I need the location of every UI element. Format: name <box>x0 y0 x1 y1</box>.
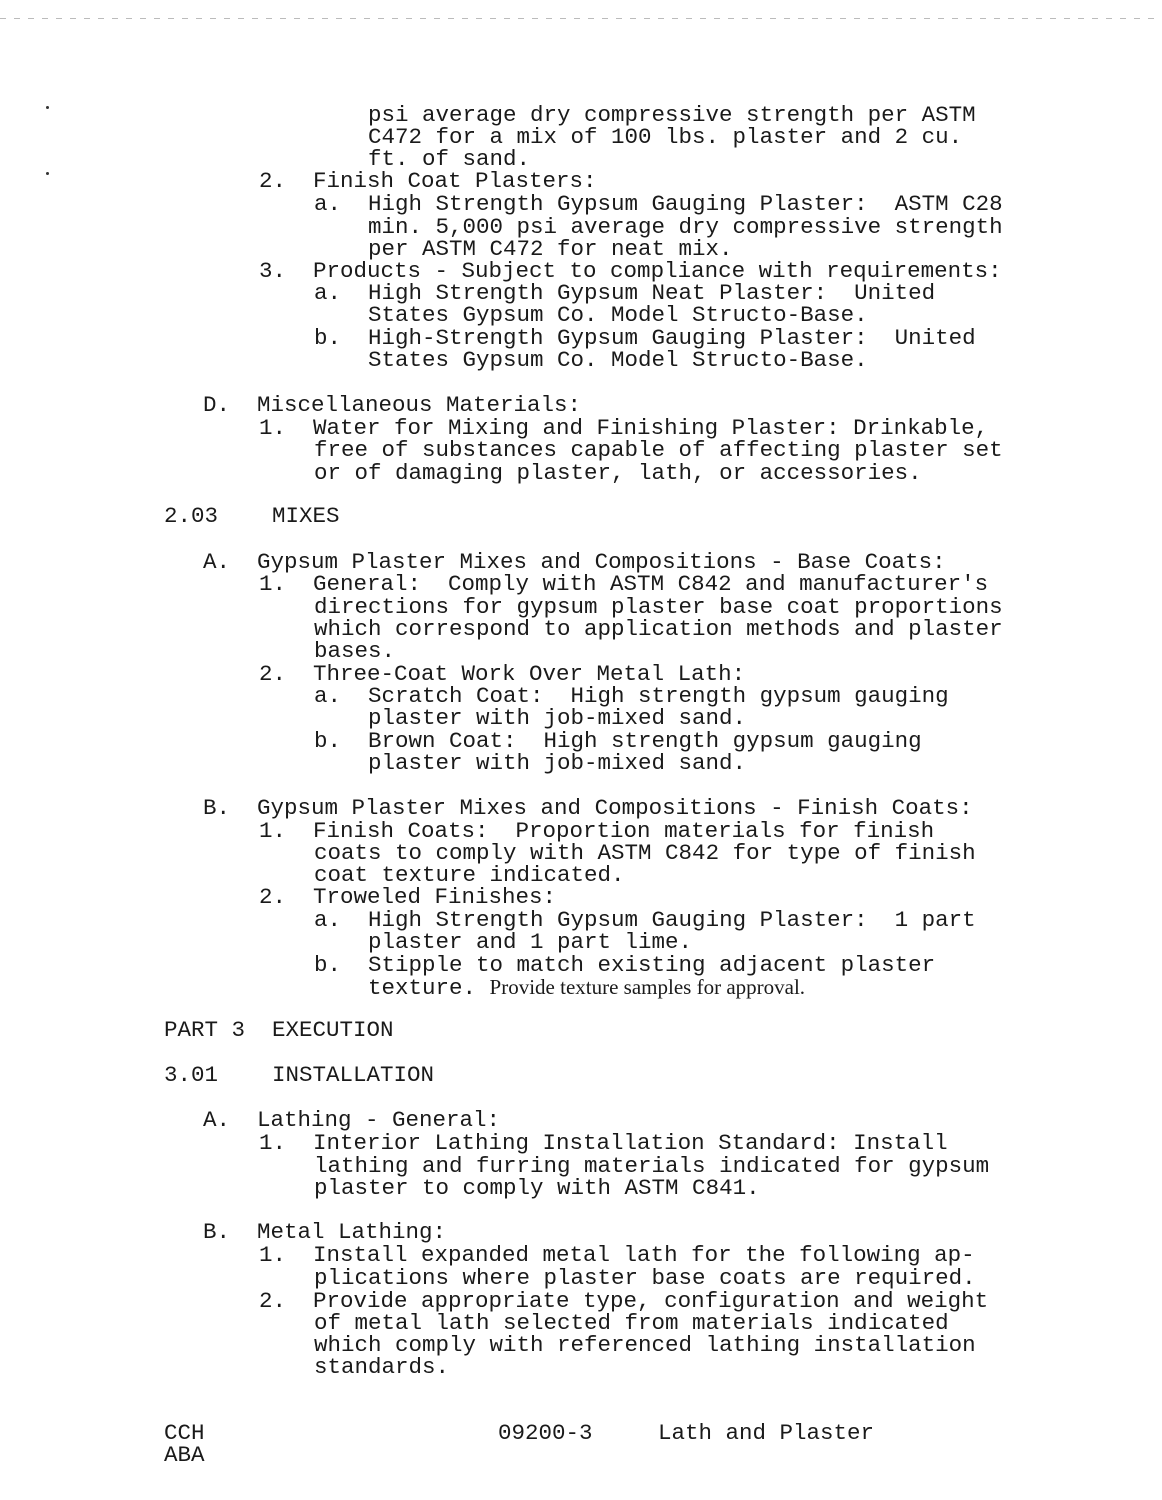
section-heading: 2.03 MIXES <box>164 503 340 529</box>
text-line: a. Scratch Coat: High strength gypsum gauging <box>314 683 949 709</box>
text-line: directions for gypsum plaster base coat proportions <box>314 594 1003 620</box>
section-heading: A. Lathing - General: <box>203 1107 501 1133</box>
texture-word: texture. <box>368 975 477 1001</box>
text-line: lathing and furring materials indicated for gypsum <box>314 1153 990 1179</box>
footer-page-code: 09200-3 <box>498 1420 593 1446</box>
text-line: b. Brown Coat: High strength gypsum gauging <box>314 728 922 754</box>
text-line: ft. of sand. <box>368 146 531 172</box>
text-line: bases. <box>314 638 396 664</box>
text-line: plaster and 1 part lime. <box>368 929 693 955</box>
text-line: plications where plaster base coats are required. <box>314 1265 976 1291</box>
scan-speck <box>46 106 49 109</box>
text-line: which correspond to application methods and plaster <box>314 616 1003 642</box>
text-line: b. Stipple to match existing adjacent plaster <box>314 952 936 978</box>
text-line: 1. Interior Lathing Installation Standard: Install <box>259 1130 948 1156</box>
text-line: b. High-Strength Gypsum Gauging Plaster: United <box>314 325 976 351</box>
text-line <box>368 976 805 999</box>
text-line: 1. Water for Mixing and Finishing Plaster: Drinkable, <box>259 415 989 441</box>
text-line: a. High Strength Gypsum Neat Plaster: United <box>314 280 936 306</box>
text-line: 1. Finish Coats: Proportion materials for finish <box>259 818 935 844</box>
scan-speck <box>46 172 49 175</box>
text-line: or of damaging plaster, lath, or accessories. <box>314 460 922 486</box>
text-line: 2. Troweled Finishes: <box>259 884 557 910</box>
text-line: free of substances capable of affecting plaster set <box>314 437 1003 463</box>
section-heading: B. Metal Lathing: <box>203 1219 447 1245</box>
part-heading: PART 3 EXECUTION <box>164 1017 394 1043</box>
text-line: 2. Provide appropriate type, configuration and weight <box>259 1288 989 1314</box>
text-line: States Gypsum Co. Model Structo-Base. <box>368 302 868 328</box>
text-line: 2. Three-Coat Work Over Metal Lath: <box>259 661 746 687</box>
text-line: 1. Install expanded metal lath for the following ap- <box>259 1242 975 1268</box>
text-line: per ASTM C472 for neat mix. <box>368 236 733 262</box>
section-heading: D. Miscellaneous Materials: <box>203 392 582 418</box>
text-line: of metal lath selected from materials indicated <box>314 1310 949 1336</box>
text-line: psi average dry compressive strength per ASTM <box>368 102 976 128</box>
text-line: coat texture indicated. <box>314 862 625 888</box>
text-line: a. High Strength Gypsum Gauging Plaster: ASTM C28 <box>314 191 1003 217</box>
section-heading: A. Gypsum Plaster Mixes and Compositions - Base Coats: <box>203 549 946 575</box>
section-heading: B. Gypsum Plaster Mixes and Compositions - Finish Coats: <box>203 795 973 821</box>
text-line: plaster with job-mixed sand. <box>368 750 747 776</box>
text-line: which comply with referenced lathing installation <box>314 1332 976 1358</box>
text-line: plaster with job-mixed sand. <box>368 705 747 731</box>
text-line: 3. Products - Subject to compliance with requirements: <box>259 258 1002 284</box>
text-line: coats to comply with ASTM C842 for type of finish <box>314 840 976 866</box>
footer-section-title: Lath and Plaster <box>658 1420 875 1446</box>
text-line: States Gypsum Co. Model Structo-Base. <box>368 347 868 373</box>
text-line: min. 5,000 psi average dry compressive strength <box>368 214 1003 240</box>
footer-initials-1: CCH <box>164 1420 205 1446</box>
texture-note: Provide texture samples for approval. <box>489 975 806 999</box>
section-heading: 3.01 INSTALLATION <box>164 1062 435 1088</box>
text-line: 1. General: Comply with ASTM C842 and manufacturer's <box>259 571 989 597</box>
text-line: C472 for a mix of 100 lbs. plaster and 2 cu. <box>368 124 963 150</box>
text-line: plaster to comply with ASTM C841. <box>314 1175 760 1201</box>
text-line: standards. <box>314 1354 450 1380</box>
scan-edge-artifact <box>0 18 1162 19</box>
text-line: 2. Finish Coat Plasters: <box>259 168 597 194</box>
footer-initials-2: ABA <box>164 1442 205 1468</box>
text-line: a. High Strength Gypsum Gauging Plaster: 1 part <box>314 907 976 933</box>
